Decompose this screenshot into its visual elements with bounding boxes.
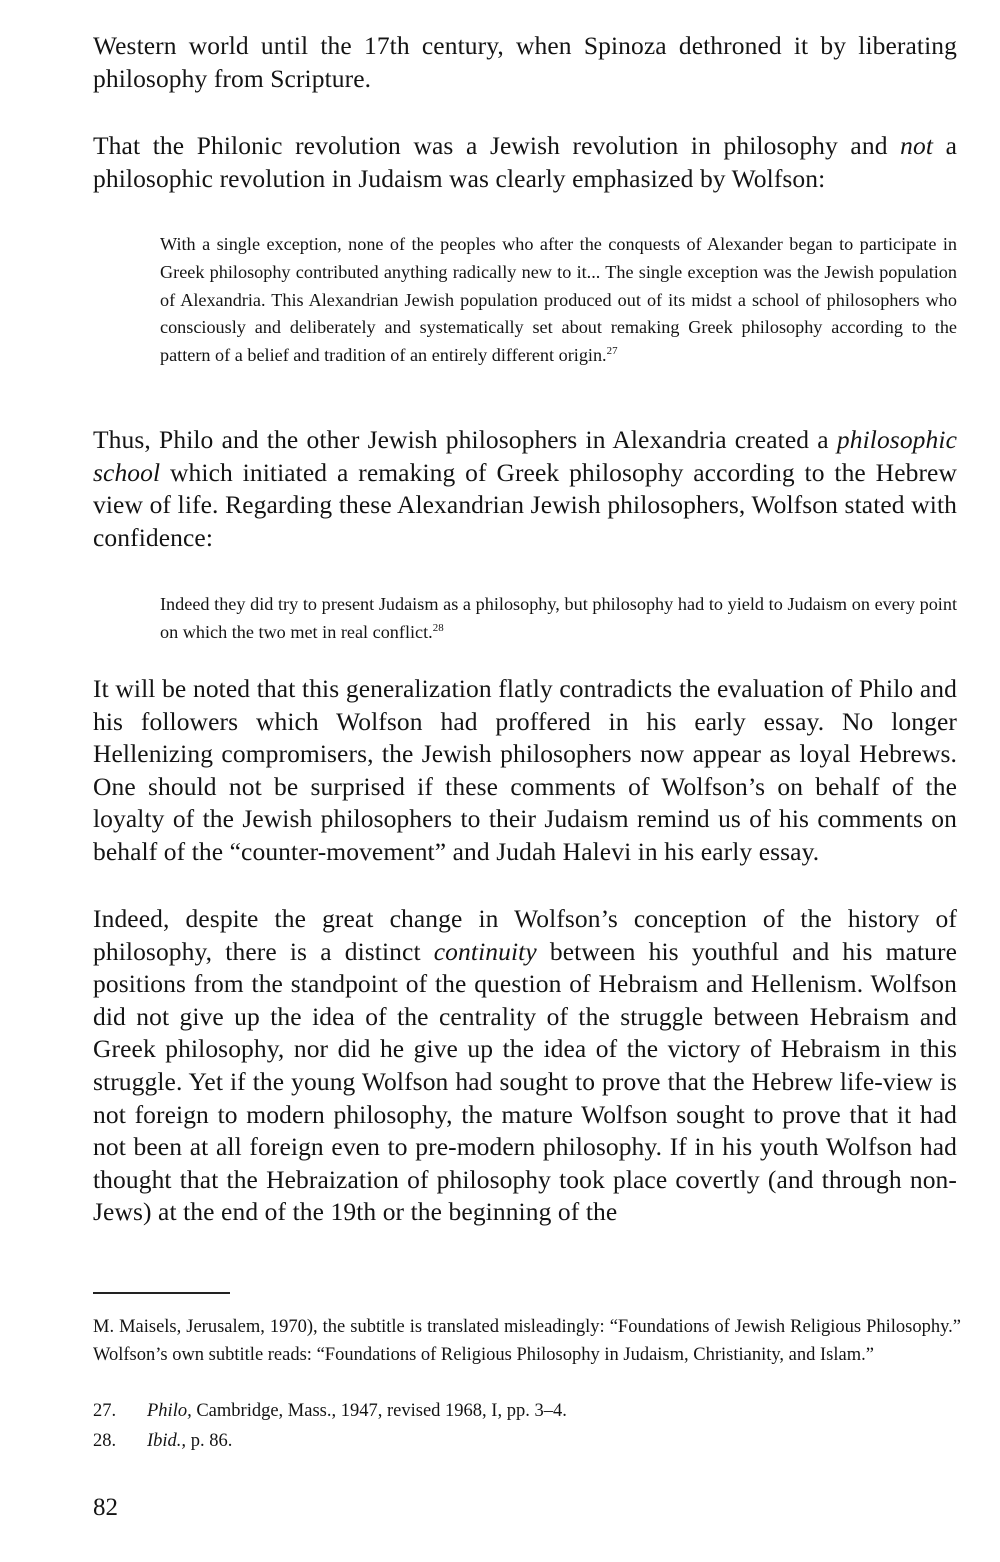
- footnote-title: Philo,: [147, 1401, 192, 1421]
- footnote-number: 27.: [93, 1401, 117, 1421]
- block-quote-judaism-philosophy: [160, 591, 957, 647]
- footnote-continuation: [93, 1313, 961, 1369]
- paragraph-continuity: [93, 903, 957, 1229]
- paragraph-text: Thus, Philo and the other Jewish philosophers in Alexandria created a: [93, 425, 837, 454]
- footnote-title: Ibid.,: [147, 1431, 187, 1451]
- footnote-divider: [93, 1292, 230, 1294]
- footnote-text: p. 86.: [186, 1431, 233, 1451]
- paragraph-philonic-revolution: [93, 130, 957, 195]
- footnote-text: M. Maisels, Jerusalem, 1970), the subtitle is translated misleadingly: “Foundations of Jewish Religious Philosophy.” Wolfson’s own subtitle reads: “Foundations of Religious Philosophy in Judaism, Christianity, and Islam.”: [93, 1317, 961, 1365]
- emphasis-continuity: continuity: [433, 936, 537, 966]
- paragraph-generalization: [93, 673, 957, 869]
- emphasis-philosophic-school: philosophic school: [93, 425, 957, 487]
- footnote-ref-28[interactable]: 28: [432, 621, 444, 634]
- page-number: 82: [93, 1494, 118, 1521]
- paragraph-spinoza: [93, 30, 957, 95]
- block-quote-alexander: [160, 231, 957, 370]
- footnote-ref-27[interactable]: 27: [606, 345, 618, 358]
- footnote-text: Cambridge, Mass., 1947, revised 1968, I, pp. 3–4.: [191, 1401, 567, 1421]
- footnote-27: [93, 1397, 961, 1425]
- paragraph-text: which initiated a remaking of Greek philosophy according to the Hebrew view of life. Regarding these Alexandrian Jewish philosophers, Wolfson stated with confidence:: [93, 457, 957, 552]
- paragraph-text: That the Philonic revolution was a Jewish revolution in philosophy and: [93, 131, 901, 160]
- paragraph-text: Western world until the 17th century, when Spinoza dethroned it by liberating philosophy from Scripture.: [93, 31, 957, 93]
- paragraph-text: between his youthful and his mature positions from the standpoint of the question of Hebraism and Hellenism. Wolfson did not give up the idea of the centrality of the struggle between Hebraism and Greek philosophy, nor did he give up the idea of the victory of Hebraism in this struggle. Yet if the young Wolfson had sought to prove that the Hebrew life-view is not foreign to modern philosophy, the mature Wolfson sought to prove that it had not been at all foreign even to pre-modern philosophy. If in his youth Wolfson had thought that the Hebraization of philosophy took place covertly (and through non-Jews) at the end of the 19th or the beginning of the: [93, 936, 957, 1227]
- emphasis-not: not: [900, 131, 934, 160]
- quote-text: With a single exception, none of the peoples who after the conquests of Alexander began to participate in Greek philosophy contributed anything radically new to it... The single exception was the Jewish population of Alexandria. This Alexandrian Jewish population produced out of its midst a school of philosophers who consciously and deliberately and systematically set about remaking Greek philosophy according to the pattern of a belief and tradition of an entirely different origin.: [160, 234, 957, 366]
- paragraph-text: Indeed, despite the great change in Wolfson’s conception of the history of philosophy, there is a distinct: [93, 904, 957, 966]
- quote-text: Indeed they did try to present Judaism as a philosophy, but philosophy had to yield to Judaism on every point on which the two met in real conflict.: [160, 594, 957, 642]
- footnote-number: 28.: [93, 1431, 117, 1451]
- footnote-28: [93, 1427, 961, 1455]
- paragraph-text: a philosophic revolution in Judaism was clearly emphasized by Wolfson:: [93, 131, 957, 193]
- paragraph-text: It will be noted that this generalization flatly contradicts the evaluation of Philo and his followers which Wolfson had proffered in his early essay. No longer Hellenizing compromisers, the Jewish philosophers now appear as loyal Hebrews. One should not be surprised if these comments of Wolfson’s on behalf of the loyalty of the Jewish philosophers to their Judaism remind us of his comments on behalf of the “counter-movement” and Judah Halevi in his early essay.: [93, 674, 957, 866]
- paragraph-philosophic-school: [93, 424, 957, 554]
